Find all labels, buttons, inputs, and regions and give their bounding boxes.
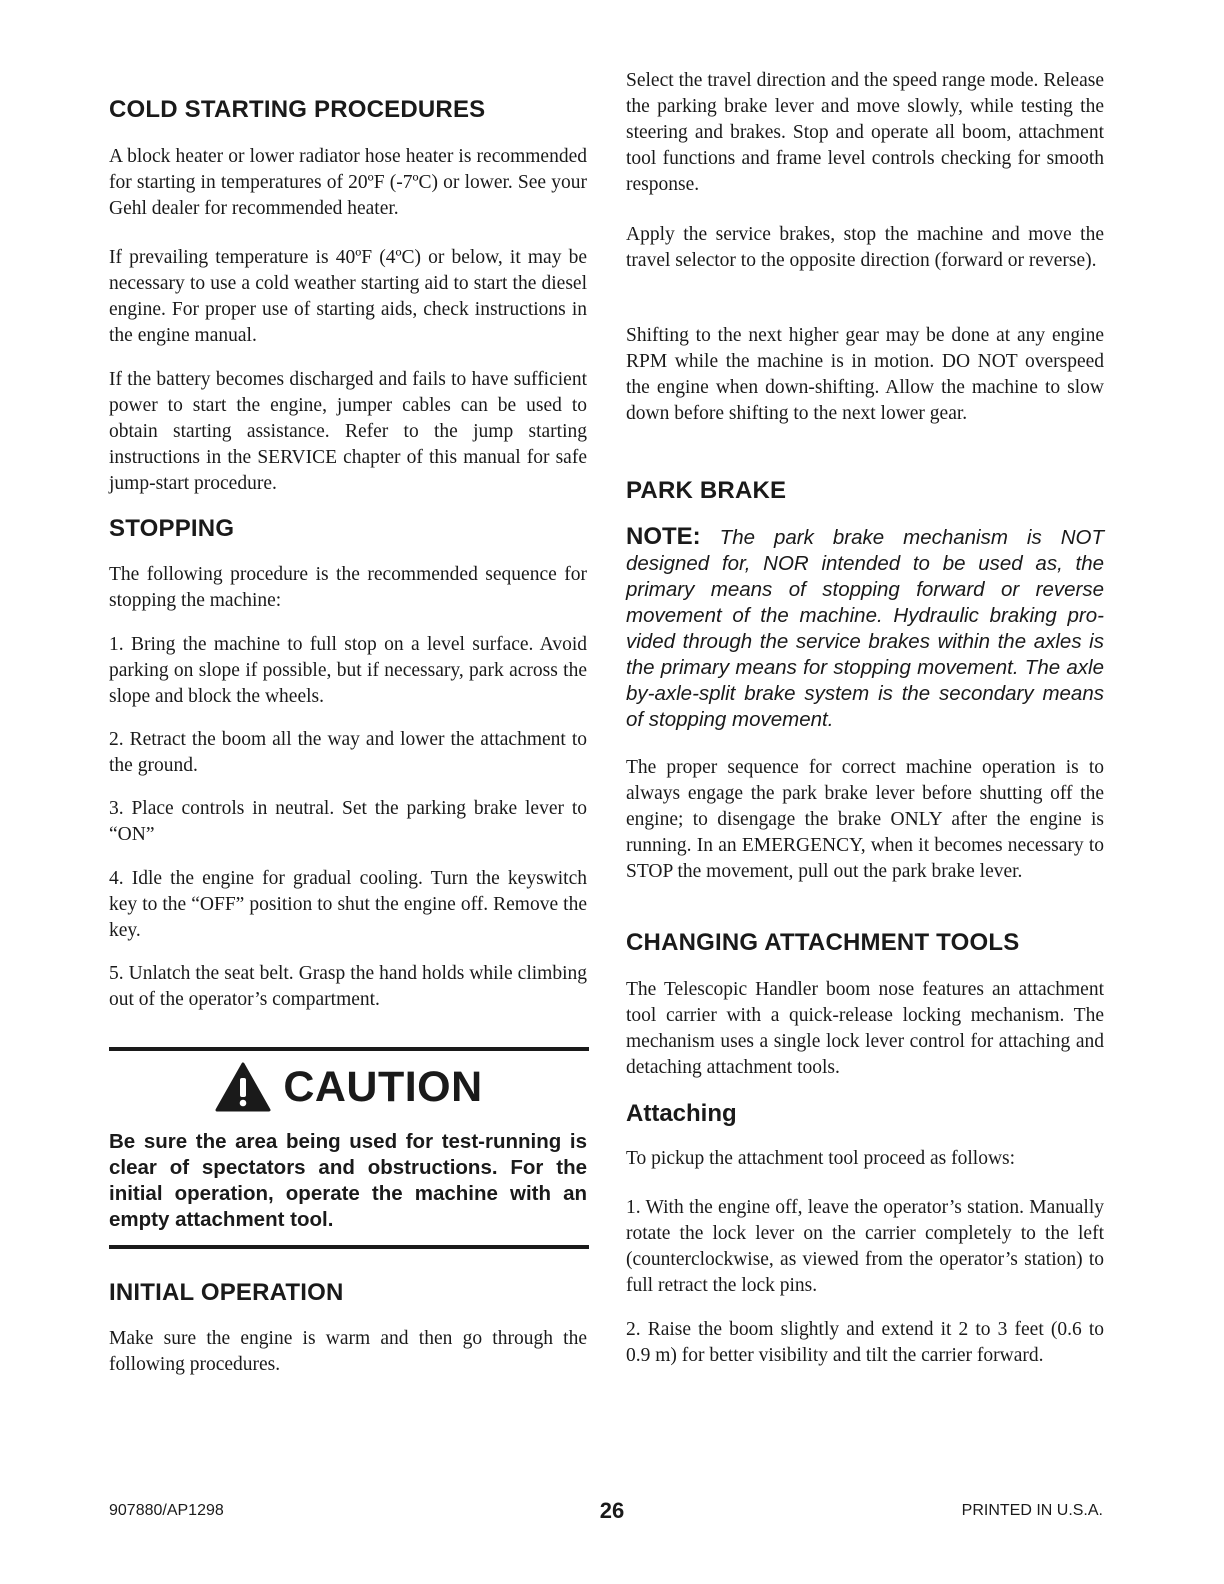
initial-operation-paragraph: Make sure the engine is warm and then go through the following procedures.	[109, 1328, 587, 1375]
operation-paragraph-3: Shifting to the next higher gear may be done at any engine RPM while the machine is in motion. DO NOT overspeed the engine when down-shifting. Allow the machine to slow down before shifting to the next lower gear.	[626, 325, 1104, 424]
attaching-intro: To pickup the attachment tool proceed as follows:	[626, 1148, 1016, 1169]
stopping-step-3: 3. Place controls in neutral. Set the parking brake lever to “ON”	[109, 798, 587, 845]
attaching-step-1: 1. With the engine off, leave the operator’s station. Manually rotate the lock lever on the carrier completely to the left (counterclockwise, as viewed from the operator’s station) to full retract the lock pins.	[626, 1197, 1104, 1296]
park-brake-paragraph: The proper sequence for correct machine operation is to always engage the park brake lever before shutting off the engine; to disengage the brake ONLY after the engine is running. In an EMERGENCY, when it becomes necessary to STOP the movement, pull out the park brake lever.	[626, 757, 1104, 882]
caution-header	[109, 1061, 589, 1113]
cold-starting-paragraph-2: If prevailing temperature is 40ºF (4ºC) or below, it may be necessary to use a cold weather starting aid to start the diesel engine. For proper use of starting aids, check instructions in the engine manual.	[109, 247, 587, 346]
stopping-step-5: 5. Unlatch the seat belt. Grasp the hand holds while climbing out of the operator’s compartment.	[109, 963, 587, 1010]
operation-paragraph-1: Select the travel direction and the speed range mode. Release the parking brake lever and move slowly, while testing the steering and brakes. Stop and operate all boom, attachment tool functions and frame level controls checking for smooth response.	[626, 70, 1104, 195]
attaching-step-2: 2. Raise the boom slightly and extend it 2 to 3 feet (0.6 to 0.9 m) for better visibility and tilt the carrier forward.	[626, 1319, 1104, 1366]
stopping-step-1: 1. Bring the machine to full stop on a level surface. Avoid parking on slope if possible, but if necessary, park across the slope and block the wheels.	[109, 634, 587, 707]
caution-box	[109, 1047, 589, 1249]
stopping-heading: STOPPING	[109, 515, 235, 542]
cold-starting-paragraph-1: A block heater or lower radiator hose heater is recommended for starting in temperatures of 20ºF (-7ºC) or lower. See your Gehl dealer for recommended heater.	[109, 146, 587, 219]
stopping-intro: The following procedure is the recommended sequence for stopping the machine:	[109, 564, 587, 611]
note-label: NOTE:	[626, 523, 701, 550]
caution-text: Be sure the area being used for test-running is clear of spectators and obstructions. For the initial operation, operate the machine with an empty attachment tool.	[109, 1130, 587, 1231]
operation-paragraph-2: Apply the service brakes, stop the machine and move the travel selector to the opposite direction (forward or reverse).	[626, 224, 1104, 271]
cold-starting-heading: COLD STARTING PROCEDURES	[109, 96, 486, 123]
changing-attachment-paragraph: The Telescopic Handler boom nose features an attachment tool carrier with a quick-release locking mechanism. The mechanism uses a single lock lever control for attaching and detaching attachment tools.	[626, 979, 1104, 1078]
footer-printed: PRINTED IN U.S.A.	[961, 1502, 1103, 1519]
warning-triangle-icon	[215, 1062, 271, 1112]
initial-operation-heading: INITIAL OPERATION	[109, 1279, 344, 1306]
attaching-heading: Attaching	[626, 1100, 737, 1127]
note-text: The park brake mechanism is NOT designed for, NOR intended to be used as, the primary means of stopping forward or reverse movement of the machine. Hydraulic braking provided through the service brakes within the axles is the primary means for stopping movement. The axle by-axle-split brake system is the secondary means of stopping movement.	[626, 526, 1104, 731]
stopping-step-2: 2. Retract the boom all the way and lower the attachment to the ground.	[109, 729, 587, 776]
cold-starting-paragraph-3: If the battery becomes discharged and fails to have sufficient power to start the engine, jumper cables can be used to obtain starting assistance. Refer to the jump starting instructions in the SERVICE chapter of this manual for safe jump-start procedure.	[109, 369, 587, 494]
park-brake-heading: PARK BRAKE	[626, 477, 787, 504]
footer-page-number: 26	[599, 1498, 625, 1523]
park-brake-note	[626, 524, 1104, 733]
changing-attachment-heading: CHANGING ATTACHMENT TOOLS	[626, 929, 1020, 956]
stopping-step-4: 4. Idle the engine for gradual cooling. Turn the keyswitch key to the “OFF” position to shut the engine off. Remove the key.	[109, 868, 587, 941]
footer-doc-number: 907880/AP1298	[109, 1502, 224, 1519]
caution-title: CAUTION	[283, 1063, 483, 1111]
